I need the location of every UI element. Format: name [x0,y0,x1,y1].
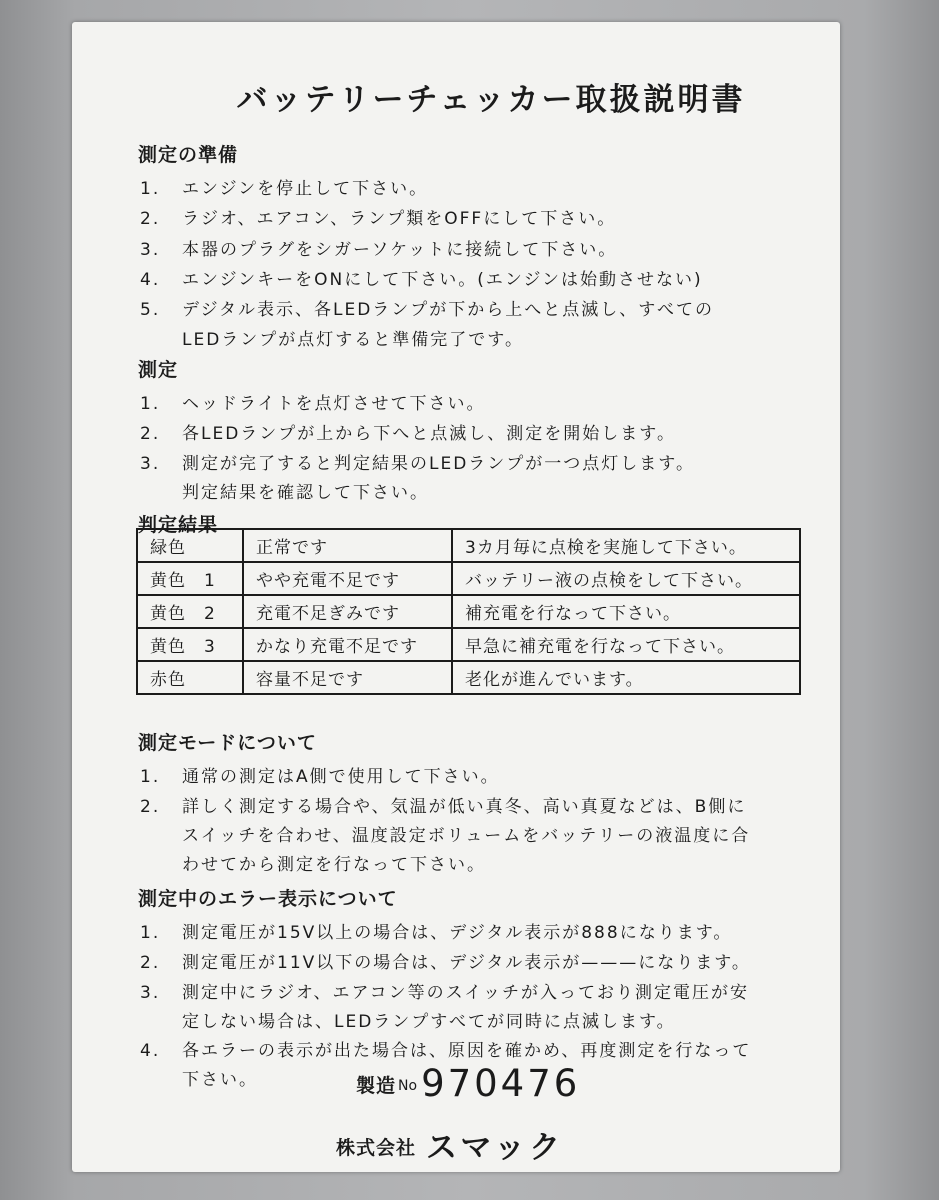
list-item: 5. デジタル表示、各LEDランプが下から上へと点滅し、すべての [140,300,714,320]
table-row [137,661,800,694]
serial-value: 970476 [421,1062,581,1105]
page-title: バッテリーチェッカー取扱説明書 [236,82,746,118]
serial-number [356,1062,580,1105]
table-row [137,562,800,595]
list-item: 4. 各エラーの表示が出た場合は、原因を確かめ、再度測定を行なって [140,1041,752,1061]
list-item: 2. ラジオ、エアコン、ランプ類をOFFにして下さい。 [140,209,617,229]
list-item: 3. 本器のプラグをシガーソケットに接続して下さい。 [140,240,618,260]
list-item: 2. 詳しく測定する場合や、気温が低い真冬、高い真夏などは、B側に [140,797,747,817]
list-item: 2. 各LEDランプが上から下へと点滅し、測定を開始します。 [140,424,676,444]
section-heading-mode: 測定モードについて [138,732,317,754]
list-item-continuation: スイッチを合わせ、温度設定ボリュームをバッテリーの液温度に合 [182,826,751,846]
list-item: 1. エンジンを停止して下さい。 [140,179,429,199]
company-prefix: 株式会社 [336,1137,417,1159]
result-action-cell: 早急に補充電を行なって下さい。 [452,628,800,661]
result-table [136,528,801,695]
list-item: 1. 通常の測定はA側で使用して下さい。 [140,767,500,787]
result-status-cell: 充電不足ぎみです [243,595,452,628]
section-heading-prep: 測定の準備 [138,144,239,166]
result-action-cell: 老化が進んでいます。 [452,661,800,694]
table-row [137,595,800,628]
result-status-cell: 正常です [243,529,452,562]
list-item: 1. ヘッドライトを点灯させて下さい。 [140,394,486,414]
section-heading-errors: 測定中のエラー表示について [138,888,398,910]
list-item: 3. 測定中にラジオ、エアコン等のスイッチが入っており測定電圧が安 [140,983,749,1003]
list-item: 2. 測定電圧が11V以下の場合は、デジタル表示が———になります。 [140,953,751,973]
result-action-cell: 補充電を行なって下さい。 [452,595,800,628]
list-item: 3. 測定が完了すると判定結果のLEDランプが一つ点灯します。 [140,454,695,474]
result-color-cell: 緑色 [137,529,243,562]
company-brand: スマック [426,1130,565,1166]
serial-no-mark: No [398,1078,418,1094]
list-item: 4. エンジンキーをONにして下さい。(エンジンは始動させない) [140,270,703,290]
result-status-cell: 容量不足です [243,661,452,694]
table-row [137,628,800,661]
result-action-cell: バッテリー液の点検をして下さい。 [452,562,800,595]
list-item-continuation: 下さい。 [182,1070,258,1090]
instruction-card [72,22,840,1172]
result-action-cell: 3カ月毎に点検を実施して下さい。 [452,529,800,562]
table-row [137,529,800,562]
section-heading-measure: 測定 [138,359,179,381]
result-color-cell: 黄色 1 [137,562,243,595]
company-name [336,1122,564,1167]
serial-label: 製造 [356,1075,397,1097]
result-color-cell: 黄色 3 [137,628,243,661]
result-color-cell: 赤色 [137,661,243,694]
result-color-cell: 黄色 2 [137,595,243,628]
list-item-continuation: わせてから測定を行なって下さい。 [182,855,486,875]
list-item: 1. 測定電圧が15V以上の場合は、デジタル表示が888になります。 [140,923,733,943]
section-heading-result: 判定結果 [138,514,219,536]
list-item-continuation: 判定結果を確認して下さい。 [182,483,429,503]
list-item-continuation: LEDランプが点灯すると準備完了です。 [182,330,524,350]
list-item-continuation: 定しない場合は、LEDランプすべてが同時に点滅します。 [182,1012,676,1032]
result-status-cell: やや充電不足です [243,562,452,595]
result-status-cell: かなり充電不足です [243,628,452,661]
